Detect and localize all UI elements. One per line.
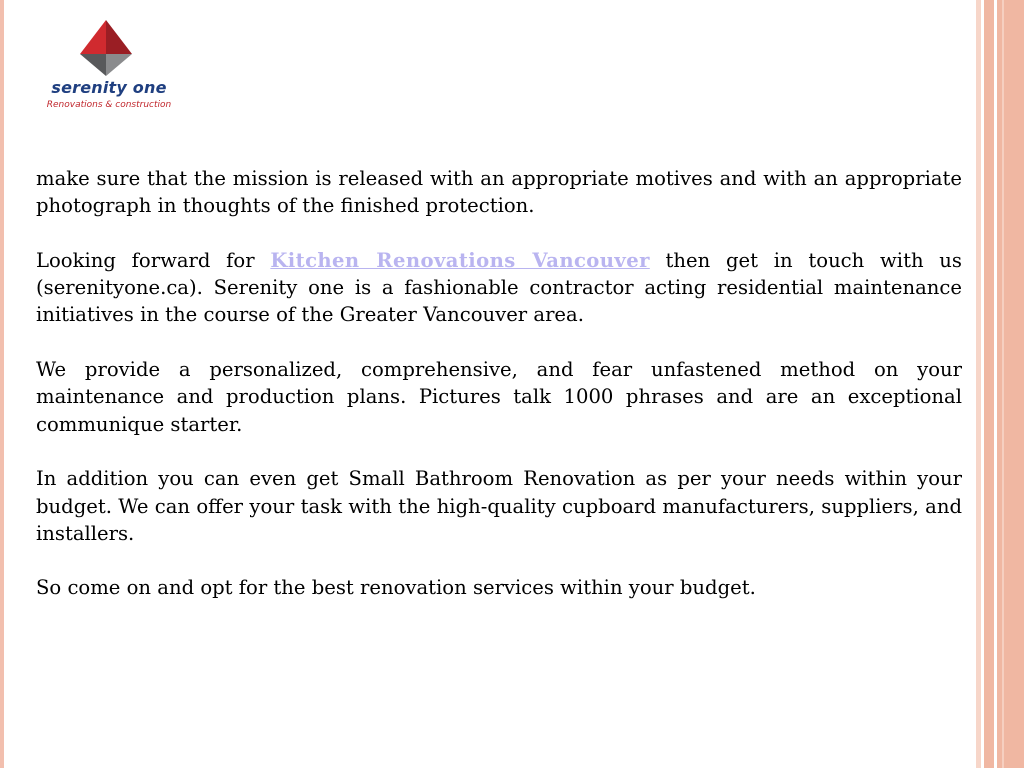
paragraph-approach: We provide a personalized, comprehensive, and fear unfastened method on your maintenance and production plans. Pictures talk 1000 phrases and are an exceptional communique starter. (36, 358, 962, 436)
paragraph-closing: So come on and opt for the best renovation services within your budget. (36, 576, 756, 600)
paragraph-kitchen (36, 247, 962, 329)
red-pyramid-icon (78, 18, 134, 78)
logo-brand-name: serenity one (51, 78, 167, 97)
left-border-rule (0, 0, 4, 768)
article-body (36, 165, 962, 629)
logo-tagline: Renovations & construction (46, 100, 172, 110)
paragraph-bathroom: In addition you can even get Small Bathroom Renovation as per your needs within your budget. We can offer your task with the high-quality cupboard manufacturers, suppliers, and installers. (36, 467, 962, 545)
paragraph-mission: make sure that the mission is released with an appropriate motives and with an appropriate photograph in thoughts of the finished protection. (36, 167, 962, 218)
kitchen-renovations-link[interactable]: Kitchen Renovations Vancouver (270, 248, 650, 272)
paragraph-kitchen-rest: then get in touch with us (serenityone.ca). Serenity one is a fashionable contractor acting residential maintenance initiatives in the course of the Greater Vancouver area. (36, 248, 962, 327)
paragraph-kitchen-lead: Looking forward for (36, 248, 271, 272)
company-logo (30, 18, 190, 118)
right-decorative-band (976, 0, 1024, 768)
